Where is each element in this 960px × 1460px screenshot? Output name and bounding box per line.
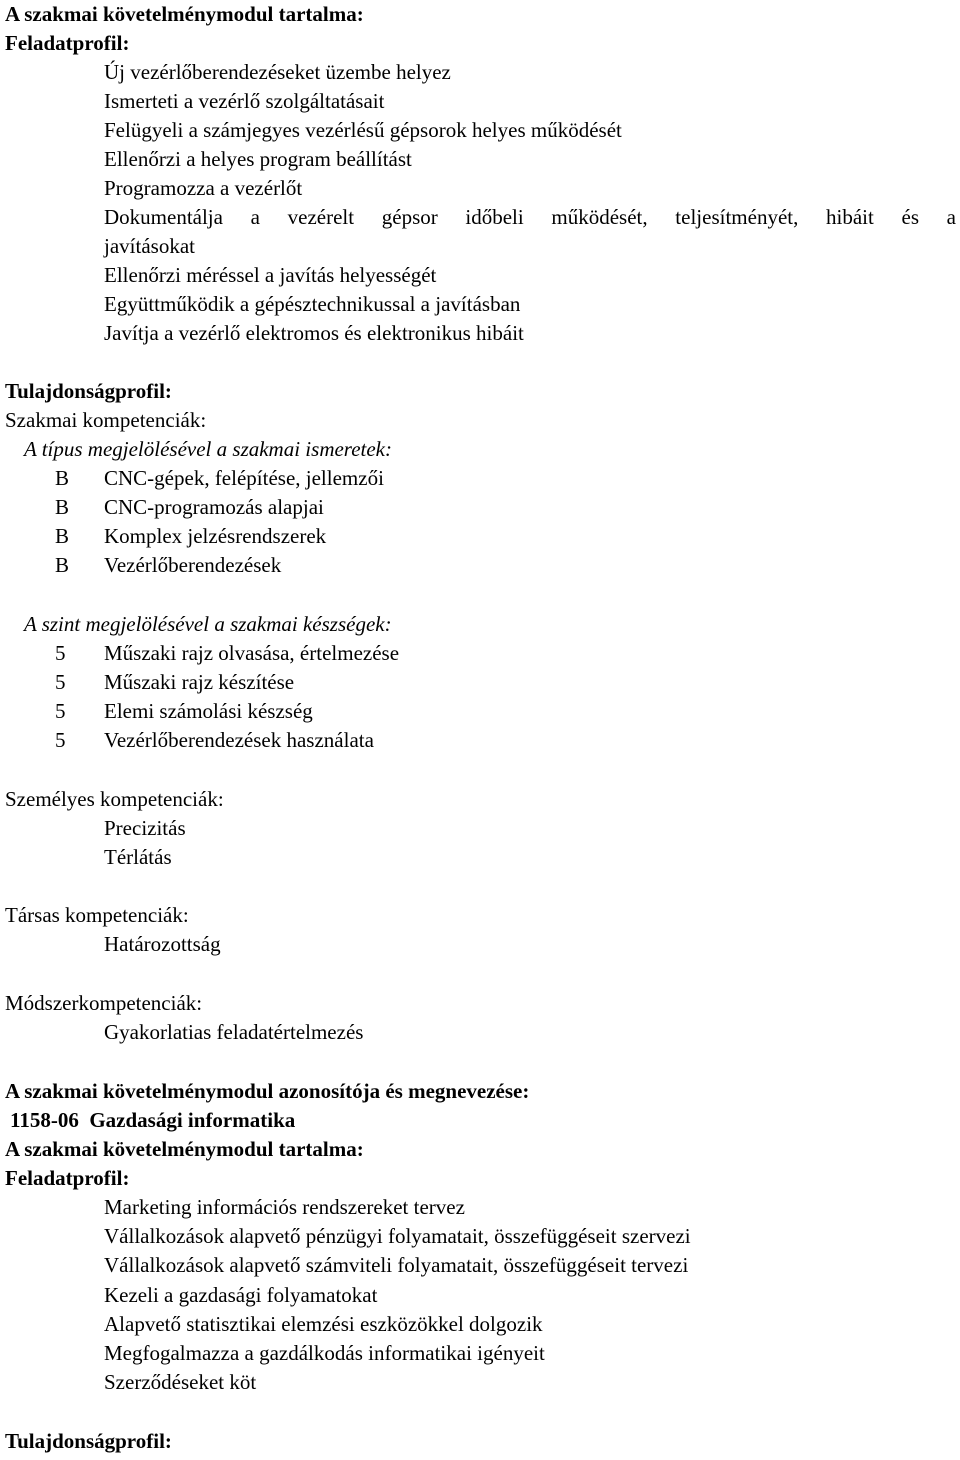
task-item: Együttműködik a gépésztechnikussal a javításban xyxy=(104,292,521,316)
task-item: Javítja a vezérlő elektromos és elektronikus hibáit xyxy=(104,321,524,345)
task-item: Vállalkozások alapvető pénzügyi folyamatait, összefüggéseit szervezi xyxy=(104,1224,691,1248)
task-item: Felügyeli a számjegyes vezérlésű gépsorok helyes működését xyxy=(104,118,622,142)
task-item: Ismerteti a vezérlő szolgáltatásait xyxy=(104,89,385,113)
task-item: Ellenőrzi méréssel a javítás helyességét xyxy=(104,263,437,287)
social-competencies-heading: Társas kompetenciák: xyxy=(5,903,189,927)
task-item-continuation: javításokat xyxy=(104,234,195,258)
task-item: Új vezérlőberendezéseket üzembe helyez xyxy=(104,60,451,84)
method-competency-item: Gyakorlatias feladatértelmezés xyxy=(104,1020,364,1044)
knowledge-item: CNC-gépek, felépítése, jellemzői xyxy=(104,466,384,490)
task-item: Kezeli a gazdasági folyamatokat xyxy=(104,1283,378,1307)
skill-item: Műszaki rajz olvasása, értelmezése xyxy=(104,641,400,665)
task-profile-heading: Feladatprofil: xyxy=(5,1166,130,1190)
skill-level: 5 xyxy=(55,699,66,723)
knowledge-item: CNC-programozás alapjai xyxy=(104,495,324,519)
social-competency-item: Határozottság xyxy=(104,932,221,956)
task-item: Dokumentálja a vezérelt gépsor időbeli működését, teljesítményét, hibáit és a xyxy=(104,205,956,229)
personal-competencies-heading: Személyes kompetenciák: xyxy=(5,787,224,811)
task-item: Marketing információs rendszereket tervez xyxy=(104,1195,465,1219)
skill-item: Műszaki rajz készítése xyxy=(104,670,295,694)
skill-level: 5 xyxy=(55,641,66,665)
task-item: Szerződéseket köt xyxy=(104,1370,257,1394)
professional-competencies-heading: Szakmai kompetenciák: xyxy=(5,408,207,432)
skill-item: Vezérlőberendezések használata xyxy=(104,728,374,752)
module-content-heading: A szakmai követelménymodul tartalma: xyxy=(5,1137,364,1161)
knowledge-item: Vezérlőberendezések xyxy=(104,553,282,577)
skill-item: Elemi számolási készség xyxy=(104,699,313,723)
personal-competency-item: Precizitás xyxy=(104,816,186,840)
task-item: Megfogalmazza a gazdálkodás informatikai igényeit xyxy=(104,1341,545,1365)
module-id-value: 1158-06 Gazdasági informatika xyxy=(10,1108,296,1132)
module-id-heading: A szakmai követelménymodul azonosítója és megnevezése: xyxy=(5,1079,530,1103)
task-item: Programozza a vezérlőt xyxy=(104,176,303,200)
task-item: Alapvető statisztikai elemzési eszközökkel dolgozik xyxy=(104,1312,543,1336)
skills-heading: A szint megjelölésével a szakmai készségek: xyxy=(24,612,392,636)
knowledge-level: B xyxy=(55,495,70,519)
knowledge-level: B xyxy=(55,524,70,548)
property-profile-heading: Tulajdonságprofil: xyxy=(5,379,172,403)
knowledge-heading: A típus megjelölésével a szakmai ismeretek: xyxy=(24,437,392,461)
knowledge-level: B xyxy=(55,466,70,490)
task-profile-heading: Feladatprofil: xyxy=(5,31,130,55)
knowledge-level: B xyxy=(55,553,70,577)
skill-level: 5 xyxy=(55,670,66,694)
property-profile-heading: Tulajdonságprofil: xyxy=(5,1429,172,1453)
task-item: Ellenőrzi a helyes program beállítást xyxy=(104,147,412,171)
task-item: Vállalkozások alapvető számviteli folyamatait, összefüggéseit tervezi xyxy=(104,1253,689,1277)
module-content-heading: A szakmai követelménymodul tartalma: xyxy=(5,2,364,26)
skill-level: 5 xyxy=(55,728,66,752)
knowledge-item: Komplex jelzésrendszerek xyxy=(104,524,327,548)
method-competencies-heading: Módszerkompetenciák: xyxy=(5,991,203,1015)
personal-competency-item: Térlátás xyxy=(104,845,172,869)
